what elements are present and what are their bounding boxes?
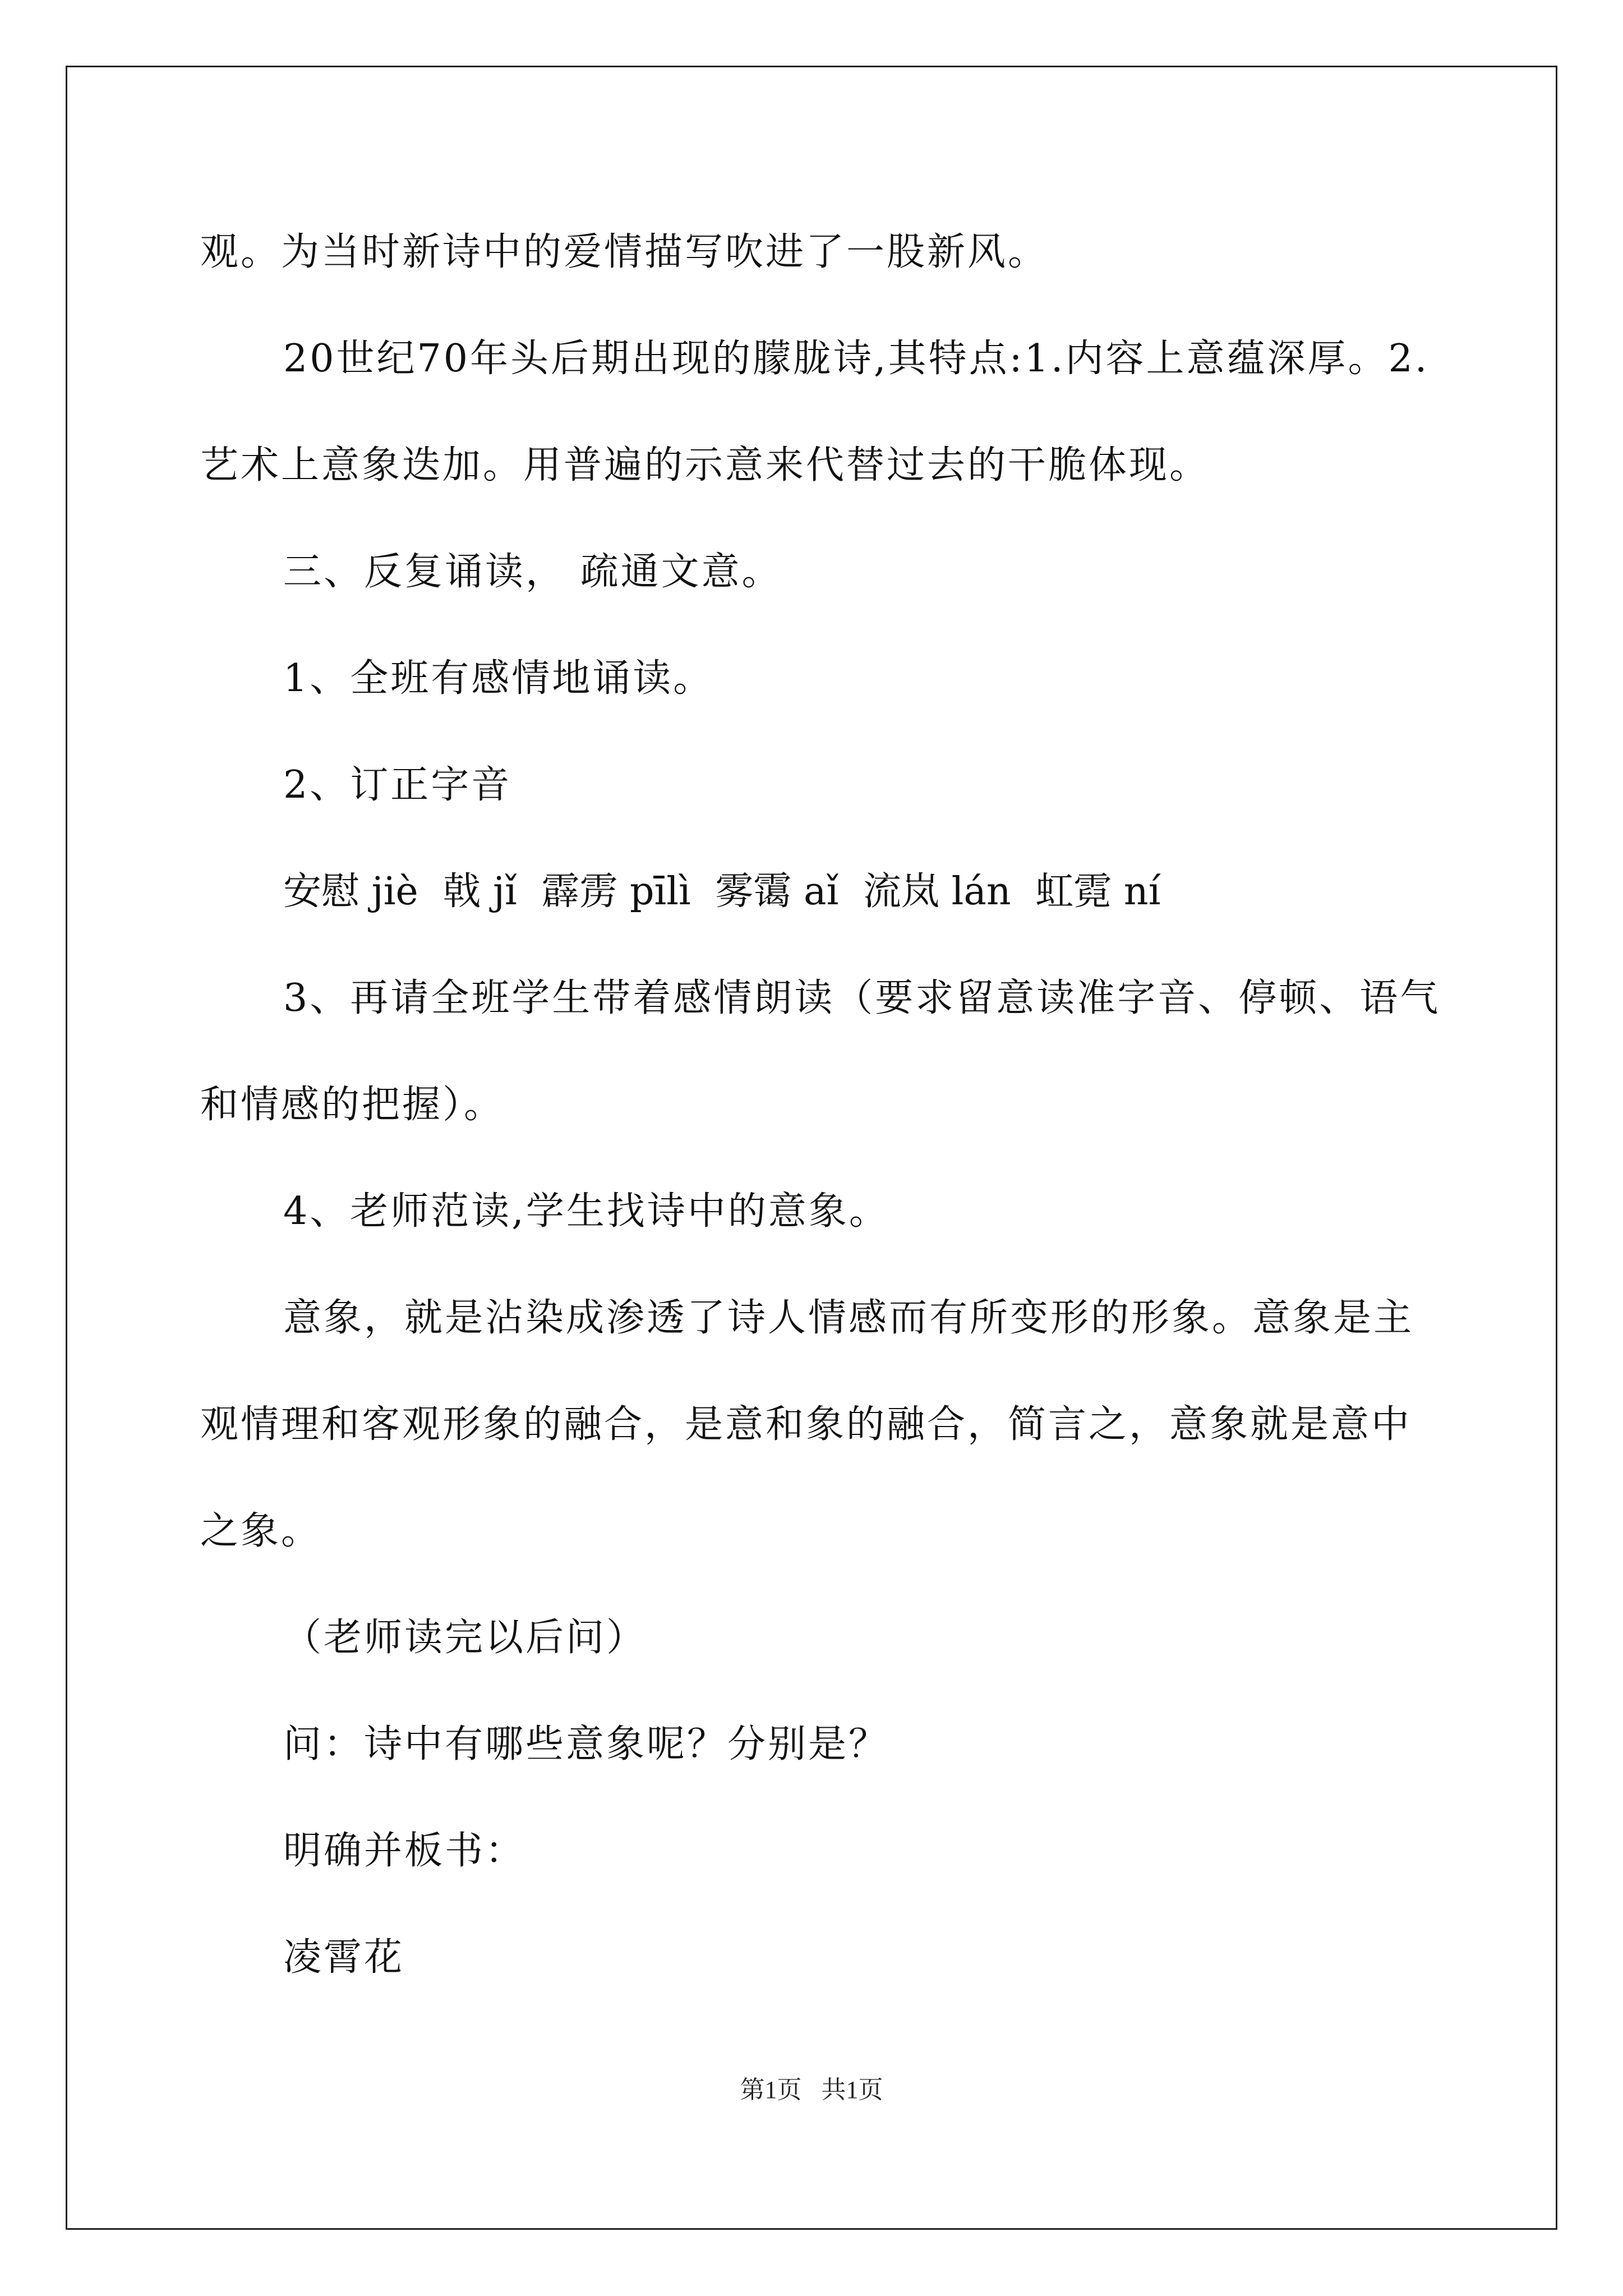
page-footer xyxy=(0,2073,1623,2107)
paragraph-line: 20世纪70年头后期出现的朦胧诗,其特点:1.内容上意蕴深厚。2. xyxy=(283,337,1430,381)
paragraph-line: 观情理和客观形象的融合，是意和象的融合，简言之，意象就是意中 xyxy=(200,1402,1412,1447)
pinyin-row xyxy=(283,867,1173,917)
pinyin-item: 虹霓 ní xyxy=(1035,869,1161,914)
page-border xyxy=(66,66,1557,2230)
paragraph-line: 之象。 xyxy=(200,1509,322,1553)
section-heading: 三、反复诵读， 疏通文意。 xyxy=(283,550,782,594)
paragraph-line: （老师读完以后问） xyxy=(283,1616,647,1660)
paragraph-line: 问：诗中有哪些意象呢？分别是？ xyxy=(283,1722,889,1766)
pinyin-item: 流岚 lán xyxy=(863,869,1011,914)
list-item: 2、订正字音 xyxy=(283,763,512,807)
paragraph-line: 凌霄花 xyxy=(283,1935,405,1980)
page-number: 第1页 xyxy=(740,2076,802,2104)
pinyin-item: 霹雳 pīlì xyxy=(541,869,691,914)
list-item: 3、再请全班学生带着感情朗读（要求留意读准字音、停顿、语气 xyxy=(283,976,1441,1020)
pinyin-item: 戟 jǐ xyxy=(442,869,517,914)
paragraph-line: 观。为当时新诗中的爱情描写吹进了一股新风。 xyxy=(200,230,1049,274)
paragraph-line: 和情感的把握）。 xyxy=(200,1083,505,1127)
pinyin-item: 雾霭 aǐ xyxy=(715,869,839,914)
list-item: 1、全班有感情地诵读。 xyxy=(283,656,714,701)
paragraph-line: 意象，就是沾染成渗透了诗人情感而有所变形的形象。意象是主 xyxy=(283,1296,1414,1340)
paragraph-line: 艺术上意象迭加。用普遍的示意来代替过去的干脆体现。 xyxy=(200,443,1210,487)
list-item: 4、老师范读,学生找诗中的意象。 xyxy=(283,1189,889,1234)
page-total: 共1页 xyxy=(821,2076,883,2104)
paragraph-line: 明确并板书： xyxy=(283,1829,526,1873)
pinyin-item: 安慰 jiè xyxy=(283,869,418,914)
